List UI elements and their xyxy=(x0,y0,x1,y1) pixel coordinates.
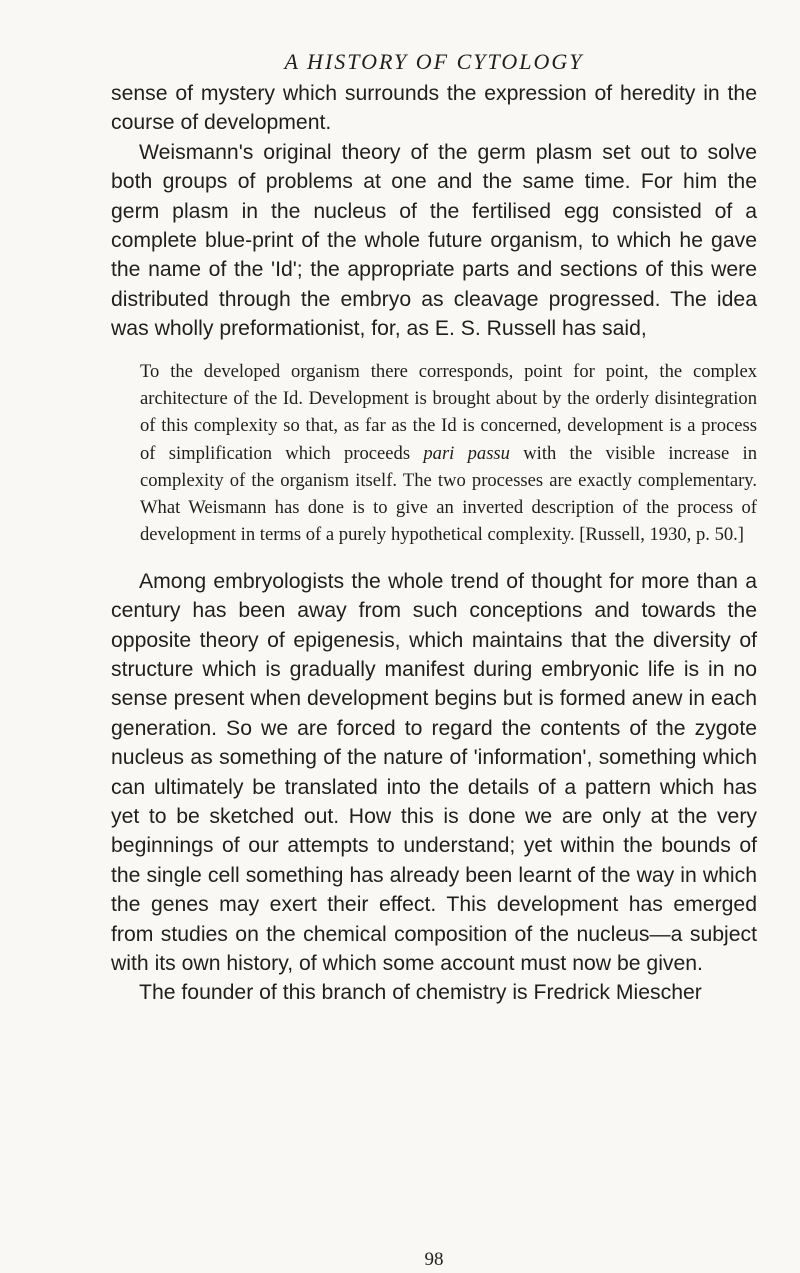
quote-text-2: with the visible increase in complexity of the organism itself. The two processes are exactly complementary. What Weismann has done is to give an inverted description of the process of development in terms of a purely hypothetical complexity. [Russell, 1930, p. 50.] xyxy=(140,442,757,546)
paragraph-epigenesis: Among embryologists the whole trend of thought for more than a century has been away from such conceptions and towards the opposite theory of epigenesis, which maintains that the diversity of structure which is gradually manifest during embryonic life is in no sense present when development begins but is formed anew in each generation. So we are forced to regard the contents of the zygote nucleus as something of the nature of 'information', something which can ultimately be translated into the details of a pattern which has yet to be sketched out. How this is done we are only at the very beginnings of our attempts to understand; yet within the bounds of the single cell something has already been learnt of the way in which the genes may exert their effect. This development has emerged from studies on the chemical composition of the nucleus—a subject with its own history, of which some account must now be given. xyxy=(111,569,757,976)
paragraph-miescher: The founder of this branch of chemistry is Fredrick Miescher xyxy=(139,981,702,1005)
page-number: 98 xyxy=(424,1249,444,1270)
book-page xyxy=(111,48,757,1270)
paragraph-continuation: sense of mystery which surrounds the expression of heredity in the course of development. xyxy=(111,82,757,135)
block-quote-russell xyxy=(140,358,757,549)
paragraph-weismann-theory: Weismann's original theory of the germ plasm set out to solve both groups of problems at one and the same time. For him the germ plasm in the nucleus of the fertilised egg consisted of a complete blue-print of the whole future organism, to which he gave the name of the 'Id'; the appropriate parts and sections of this were distributed through the embryo as cleavage progressed. The idea was wholly preformationist, for, as E. S. Russell has said, xyxy=(111,140,757,341)
quote-text-1: To the developed organism there corresponds, point for point, the complex architecture of the Id. Development is brought about by the orderly disintegration of this complexity so that, as far as the Id is concerned, development is a process of simplification which proceeds xyxy=(140,360,757,464)
quote-italic-phrase: pari passu xyxy=(423,442,510,464)
running-head: A HISTORY OF CYTOLOGY xyxy=(284,49,584,74)
